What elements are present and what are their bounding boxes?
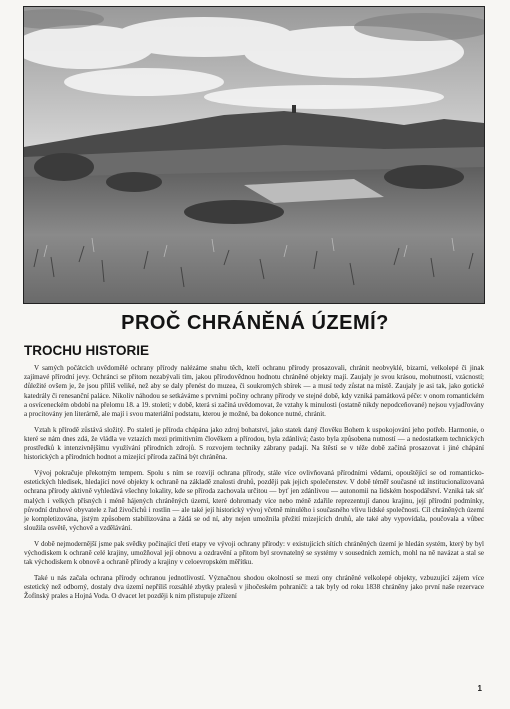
- paragraph: Také u nás začala ochrana přírody ochranou jednotlivostí. Význačnou shodou okolností se mezi ony chráněné velkolepé objekty, vzbuzující zájem více estetický než odborný, dostaly dva území nepříliš rozsáhlé zbytky pralesů v jihočeském pohraničí: a tak byly od roku 1838 chráněny jako první naše rezervace Žofínský prales a Hojná Voda. O dvacet let později k nim přistupuje zřízení: [24, 574, 484, 601]
- landscape-photo: [23, 6, 485, 304]
- mountain-landscape-image: [24, 7, 484, 303]
- article-body: [24, 364, 484, 608]
- section-heading: TROCHU HISTORIE: [24, 343, 150, 358]
- page-number: 1: [477, 684, 482, 693]
- paragraph: V samých počátcích uvědomělé ochrany přírody nalézáme snahu těch, kteří ochranu přírody prosazovali, chránit neobvyklé, bizarní, velkolepé či jinak zajímavé přírodní jevy. Ochránci se přitom nezabývali tím, jakou přírodovědnou hodnotu chráněné objekty mají. Zaujaly je svou krásou, mohutností, vzácností; důležité ovšem je, že jsou příliš veliké, než aby se daly přenést do muzea, či soukromých sbírek — a musí tedy zůstat na místě. Zaujaly je asi tak, jako gotické katedrály či renesanční paláce. Nikoliv náhodou se setkáváme s prvními počiny ochrany přírody ve stejné době, kdy vzniká památková péče: v onom romantickém a osvíceneckém období na přelomu 18. a 19. století; v době, která si začíná uvědomovat, že vztahy k minulosti (ostatně nikdy nepodceňované) nejsou vyjadřovány a procítovány jen literárně, ale mají i svou materiální podstatu, kterou je možné, ba dokonce nutné, chránit.: [24, 364, 484, 419]
- paragraph: Vztah k přírodě zůstává složitý. Po staletí je příroda chápána jako zdroj bohatství, jako statek daný člověku Bohem k uspokojování jeho potřeb. Harmonie, o které se nám dnes zdá, že vládla ve vztazích mezi primitivním člověkem a přírodou, byla zdánlivá; často byla způsobena nutností — a nedostatkem technických prostředků k intenzivnějšímu využívání přírodních zdrojů. S rozvojem techniky zábrany padají. Na štěstí se v téže době začíná prosazovat i jiné chápání historických a přírodních hodnot a mizející příroda začíná být chráněna.: [24, 425, 484, 462]
- page-title: PROČ CHRÁNĚNÁ ÚZEMÍ?: [121, 312, 389, 334]
- paragraph: V době nejmodernější jsme pak svědky počínající třetí etapy ve vývoji ochrany přírody: v existujících sítích chráněných území je hledán systém, který by byl východiskem k ochraně celé krajiny, umožňoval její obnovu a ozdravění a přitom byl srovnatelný se systémy v sousedních zemích, mohl na ně navázat a stal se tak východiskem k obnově a ochraně přírody a krajiny v celoevropském měřítku.: [24, 539, 484, 567]
- paragraph: Vývoj pokračuje překotným tempem. Spolu s ním se rozvíjí ochrana přírody, stále více ovlivňovaná přírodními vědami, opouštějící se od romanticko-estetických hledisek, hledající nové objekty k ochraně na základě znalosti druhů, později pak jejich společenstev. V době téměř současné už institucionalizovaná ochrana přírody aktivně vyhledává všechny lokality, kde se příroda zachovala určitou — byť jen zdánlivou — autonomii na lidském hospodářství. Vzniká tak síť malých i velkých přísných i méně hájených chráněných území, které dohromady více nebo méně zdařile reprezentují danou krajinu, její přírodní podmínky, původní druhové obyvatele z řad živočichů i rostlin — ale také její historický vývoj včetně minulého i současného vlivu lidské společnosti. Cíl chráněných území je kompletizována, jistým způsobem stabilizována a žádá se od ní, aby nejen umožnila přežití mizejících druhů, ale také aby vypovídala, poučovala a vůbec sloužila osvětě, výchově a vzdělávání.: [24, 469, 484, 533]
